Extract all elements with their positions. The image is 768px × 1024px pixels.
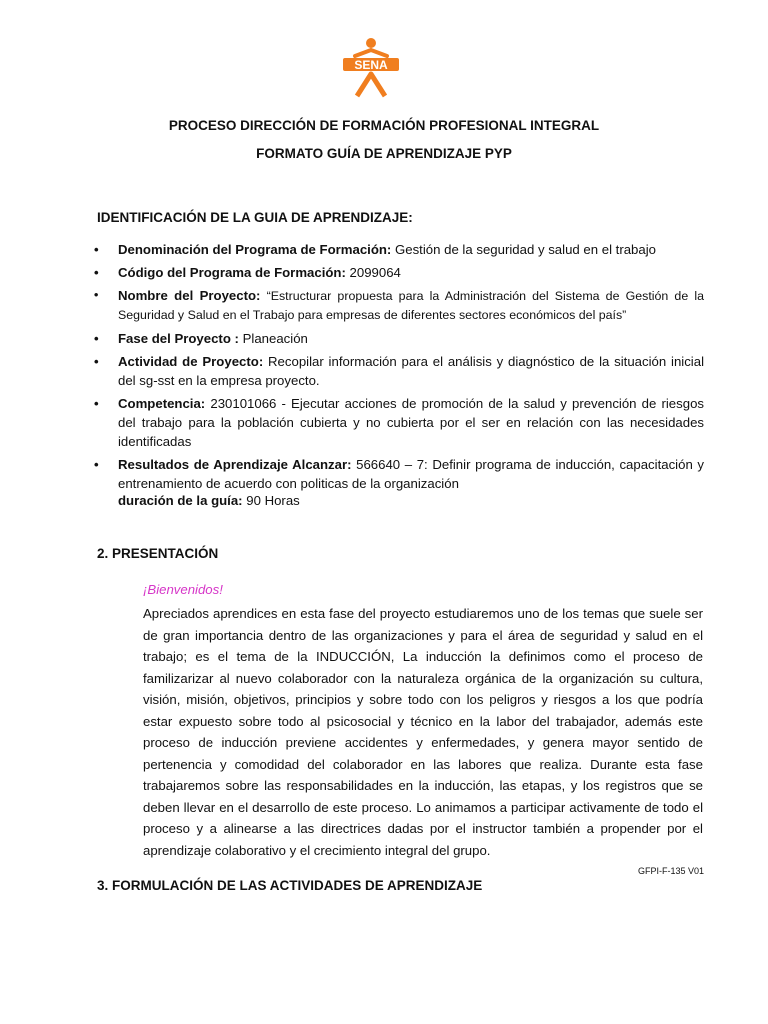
welcome-text: ¡Bienvenidos! [143,582,223,597]
identification-list [118,240,704,497]
list-item: • Nombre del Proyecto: “Estructurar propuesta para la Administración del Sistema de Gestión de la Seguridad y Salud en el Trabajo para empresas de diferentes sectores económicos del país” [118,286,704,325]
list-item: • Actividad de Proyecto: Recopilar información para el análisis y diagnóstico de la situación inicial del sg-sst en la empresa proyecto. [118,352,704,390]
list-item: • Fase del Proyecto : Planeación [118,329,704,348]
form-code: GFPI-F-135 V01 [637,866,704,876]
list-item: • Resultados de Aprendizaje Alcanzar: 566640 – 7: Definir programa de inducción, capacitación y entrenamiento de acuerdo con politicas de la organización [118,455,704,493]
presentation-paragraph: Apreciados aprendices en esta fase del proyecto estudiaremos uno de los temas que suele ser de gran importancia dentro de las organizaciones y para el área de seguridad y salud en el trabajo; es el tema de la INDUCCIÓN, La inducción la definimos como el proceso de familizarizar al nuevo colaborador con la naturaleza orgánica de la organización su cultura, visión, misión, objetivos, principios y sobre todo con los peligros y riesgos a los que podría estar expuesto sobre todo al psicosocial y técnico en la labor del trabajador, además este proceso de inducción previene accidentes y enfermedades, y genera mayor sentido de pertenencia y comodidad del colaborador en las labores que realiza. Durante esta fase trabajaremos sobre las responsabilidades en la inducción, las etapas, y los registros que se deben llevar en el desarrollo de este proceso. Lo animamos a participar activamente de todo el proceso y a alinearse a las directrices dadas por el instructor también a propender por el aprendizaje colaborativo y el crecimiento integral del grupo. [143,606,703,858]
guide-duration [118,493,300,508]
document-title: PROCESO DIRECCIÓN DE FORMACIÓN PROFESIONAL INTEGRAL [168,118,600,133]
sena-logo [339,36,403,100]
list-item: • Competencia: 230101066 - Ejecutar acciones de promoción de la salud y prevención de riesgos del trabajo para la población cubierta y no cubierta por el ser en relación con las necesidades identificadas [118,394,704,451]
duration-value: 90 Horas [242,493,300,508]
list-item: • Código del Programa de Formación: 2099064 [118,263,704,282]
presentation-heading: 2. PRESENTACIÓN [97,546,219,561]
list-item: • Denominación del Programa de Formación: Gestión de la seguridad y salud en el trabajo [118,240,704,259]
logo-text: SENA [354,58,388,72]
duration-label: duración de la guía: [118,493,243,508]
identification-heading: IDENTIFICACIÓN DE LA GUIA DE APRENDIZAJE: [97,210,413,225]
document-subtitle: FORMATO GUÍA DE APRENDIZAJE PYP [256,146,512,161]
activities-heading: 3. FORMULACIÓN DE LAS ACTIVIDADES DE APRENDIZAJE [97,878,483,893]
